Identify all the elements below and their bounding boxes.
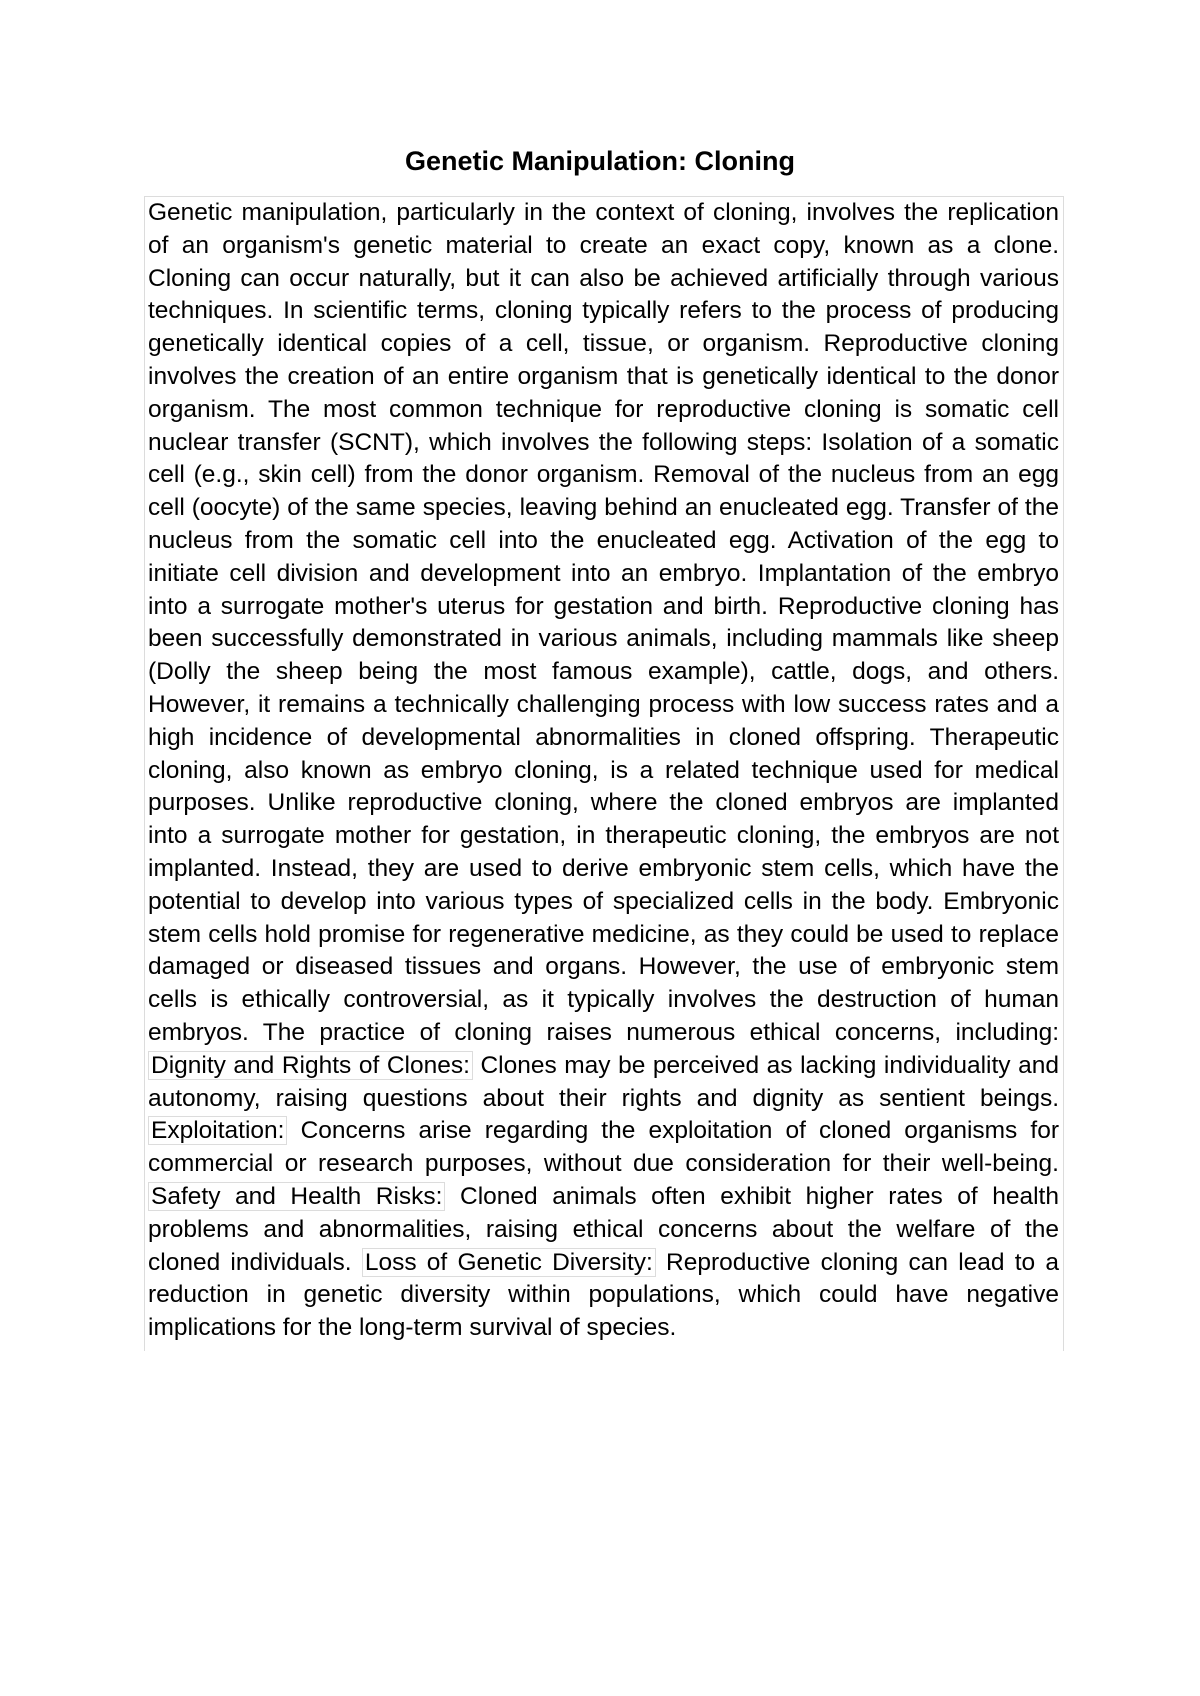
concern-term-diversity: Loss of Genetic Diversity:: [362, 1248, 656, 1277]
concern-term-exploitation: Exploitation:: [148, 1116, 287, 1145]
concern-term-dignity: Dignity and Rights of Clones:: [148, 1051, 473, 1080]
concern-text-safety: Cloned animals often exhibit higher rates of health problems and abnormalities, raising ethical concerns about the welfare of the cloned individuals.: [148, 1182, 1059, 1276]
concern-text-dignity: Clones may be perceived as lacking individuality and autonomy, raising questions about their rights and dignity as sentient beings.: [148, 1051, 1059, 1112]
document-body: [144, 196, 1064, 1351]
concern-term-safety: Safety and Health Risks:: [148, 1182, 445, 1211]
document-title: Genetic Manipulation: Cloning: [405, 146, 795, 176]
concern-text-exploitation: Concerns arise regarding the exploitation of cloned organisms for commercial or research purposes, without due consideration for their well-being.: [148, 1117, 1059, 1178]
concern-text-diversity: Reproductive cloning can lead to a reduction in genetic diversity within populations, which could have negative implications for the long-term survival of species.: [148, 1248, 1059, 1342]
body-intro: Genetic manipulation, particularly in the context of cloning, involves the replication of an organism's genetic material to create an exact copy, known as a clone. Cloning can occur naturally, but it can also be achieved artificially through various techniques. In scientific terms, cloning typically refers to the process of producing genetically identical copies of a cell, tissue, or organism. Reproductive cloning involves the creation of an entire organism that is genetically identical to the donor organism. The most common technique for reproductive cloning is somatic cell nuclear transfer (SCNT), which involves the following steps: Isolation of a somatic cell (e.g., skin cell) from the donor organism. Removal of the nucleus from an egg cell (oocyte) of the same species, leaving behind an enucleated egg. Transfer of the nucleus from the somatic cell into the enucleated egg. Activation of the egg to initiate cell division and development into an embryo. Implantation of the embryo into a surrogate mother's uterus for gestation and birth. Reproductive cloning has been successfully demonstrated in various animals, including mammals like sheep (Dolly the sheep being the most famous example), cattle, dogs, and others. However, it remains a technically challenging process with low success rates and a high incidence of developmental abnormalities in cloned offspring. Therapeutic cloning, also known as embryo cloning, is a related technique used for medical purposes. Unlike reproductive cloning, where the cloned embryos are implanted into a surrogate mother for gestation, in therapeutic cloning, the embryos are not implanted. Instead, they are used to derive embryonic stem cells, which have the potential to develop into various types of specialized cells in the body. Embryonic stem cells hold promise for regenerative medicine, as they could be used to replace damaged or diseased tissues and organs. However, the use of embryonic stem cells is ethically controversial, as it typically involves the destruction of human embryos. The practice of cloning raises numerous ethical concerns, including:: [148, 199, 1059, 1046]
